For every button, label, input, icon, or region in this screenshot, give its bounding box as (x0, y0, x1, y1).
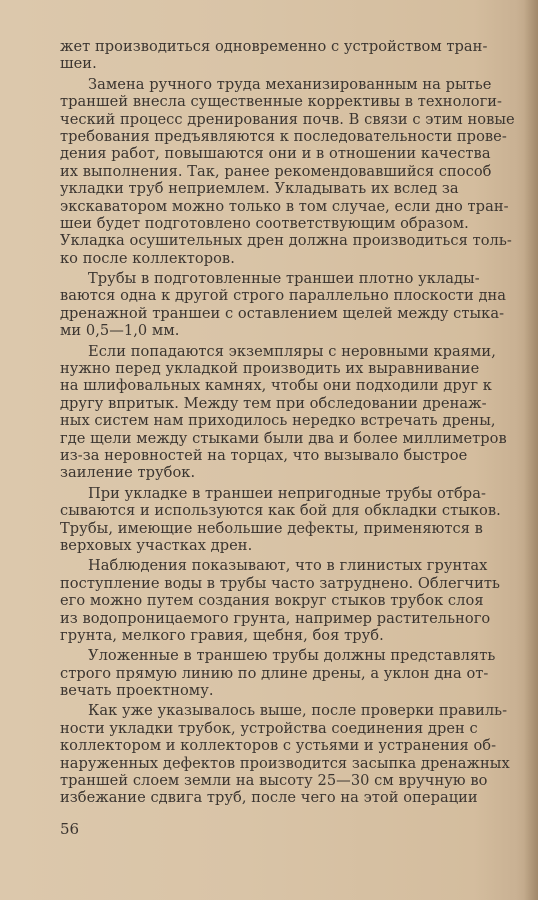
text-line: При укладке в траншеи непригодные трубы отбра- (88, 484, 486, 502)
text-line: Если попадаются экземпляры с неровными краями, (88, 342, 496, 360)
text-line: из водопроницаемого грунта, например растительного (60, 609, 491, 627)
text-line: шеи будет подготовлено соответствующим образом. (60, 214, 469, 232)
text-line: дения работ, повышаются они и в отношении качества (60, 145, 491, 163)
text-line: ми 0,5—1,0 мм. (60, 322, 180, 340)
text-line: вечать проектному. (60, 682, 214, 700)
text-line: Укладка осушительных дрен должна производиться толь- (60, 232, 512, 250)
text-line: Трубы в подготовленные траншеи плотно уклады- (88, 270, 480, 288)
page-number: 56 (60, 820, 80, 838)
text-line: на шлифовальных камнях, чтобы они подходили друг к (60, 377, 492, 395)
paragraph-3 (60, 270, 526, 340)
text-line: их выполнения. Так, ранее рекомендовавшийся способ (60, 162, 492, 180)
text-line: ваются одна к другой строго параллельно плоскости дна (60, 287, 507, 305)
text-line: траншей внесла существенные коррективы в технологи- (60, 93, 503, 111)
text-line: грунта, мелкого гравия, щебня, боя труб. (60, 626, 384, 644)
text-line: ных систем нам приходилось нередко встречать дрены, (60, 412, 496, 430)
text-line: ческий процесс дренирования почв. В связи с этим новые (60, 110, 515, 128)
text-line: наруженных дефектов производится засыпка дренажных (60, 754, 510, 772)
text-line: укладки труб неприемлем. Укладывать их вслед за (60, 180, 459, 198)
text-line: ко после коллекторов. (60, 249, 235, 267)
text-line: коллектором и коллекторов с устьями и устранения об- (60, 737, 497, 755)
text-line: избежание сдвига труб, после чего на этой операции (60, 789, 478, 807)
text-line: верховых участках дрен. (60, 536, 253, 554)
text-line: Замена ручного труда механизированным на рытье (88, 75, 492, 93)
text-line: требования предъявляются к последовательности прове- (60, 127, 507, 145)
text-line: траншей слоем земли на высоту 25—30 см вручную во (60, 772, 488, 790)
text-line: экскаватором можно только в том случае, если дно тран- (60, 197, 509, 215)
text-line: Наблюдения показывают, что в глинистых грунтах (88, 557, 488, 575)
text-line: Уложенные в траншею трубы должны представлять (88, 647, 496, 665)
paragraph-7 (60, 647, 526, 699)
text-line: заиление трубок. (60, 464, 196, 482)
text-line: ности укладки трубок, устройства соединения дрен с (60, 719, 478, 737)
text-line: шеи. (60, 55, 97, 73)
text-line: Трубы, имеющие небольшие дефекты, применяются в (60, 519, 483, 537)
text-line: из-за неровностей на торцах, что вызывало быстрое (60, 446, 468, 464)
paragraph-5 (60, 485, 526, 555)
text-line: где щели между стыками были два и более миллиметров (60, 429, 507, 447)
page-edge-shadow (524, 0, 538, 900)
text-line: нужно перед укладкой производить их выравнивание (60, 360, 480, 378)
body-text (60, 38, 526, 807)
text-line: дренажной траншеи с оставлением щелей между стыка- (60, 304, 505, 322)
paragraph-1 (60, 38, 526, 73)
paragraph-4 (60, 343, 526, 482)
text-line: поступление воды в трубы часто затруднено. Облегчить (60, 574, 500, 592)
paragraph-6 (60, 557, 526, 644)
text-line: его можно путем создания вокруг стыков трубок слоя (60, 592, 484, 610)
text-line: строго прямую линию по длине дрены, а уклон дна от- (60, 664, 489, 682)
text-line: Как уже указывалось выше, после проверки правиль- (88, 702, 508, 720)
text-line: сываются и используются как бой для обкладки стыков. (60, 502, 501, 520)
paragraph-2 (60, 76, 526, 267)
text-line: другу впритык. Между тем при обследовании дренаж- (60, 394, 487, 412)
paragraph-8 (60, 702, 526, 806)
text-line: жет производиться одновременно с устройством тран- (60, 38, 488, 55)
